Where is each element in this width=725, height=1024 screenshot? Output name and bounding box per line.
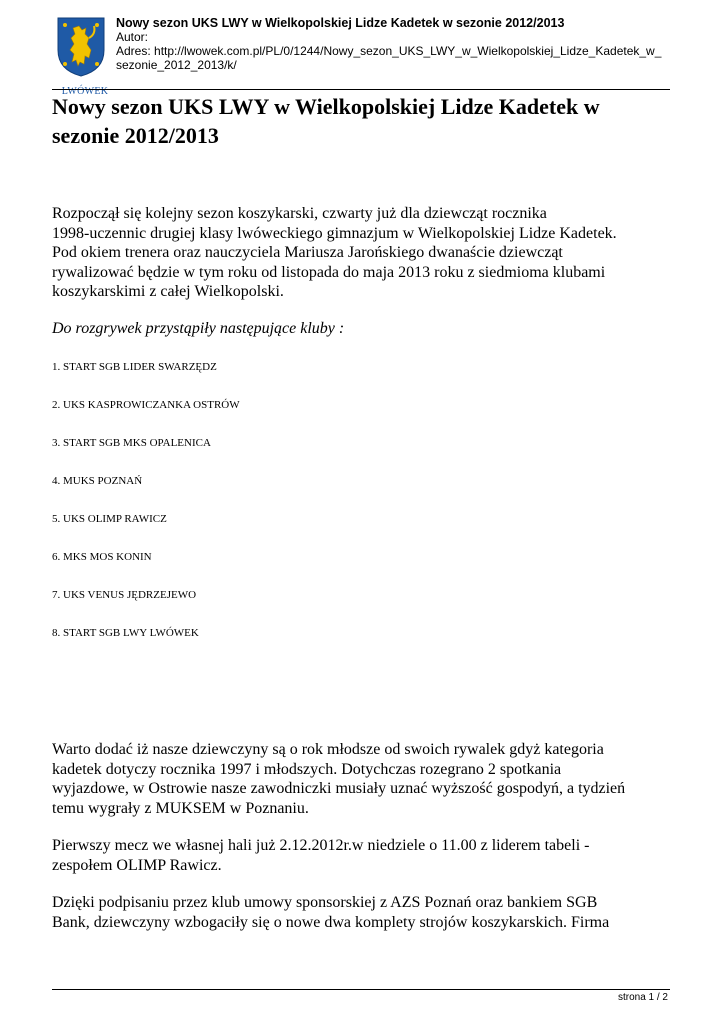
intro-paragraph <box>52 204 670 302</box>
header-info <box>116 16 672 72</box>
text-line: Rozpoczął się kolejny sezon koszykarski, czwarty już dla dziewcząt rocznika <box>52 205 547 222</box>
header-divider <box>52 89 670 90</box>
club-list-item: 1. START SGB LIDER SWARZĘDZ <box>52 361 217 373</box>
clubs-intro: Do rozgrywek przystąpiły następujące kluby : <box>52 320 345 337</box>
lwowek-coat-of-arms-logo <box>56 16 109 97</box>
text-line: 1998-uczennic drugiej klasy lwóweckiego gimnazjum w Wielkopolskiej Lidze Kadetek. <box>52 224 617 242</box>
paragraph-sponsorship <box>52 893 670 932</box>
header-address-line-2: sezonie_2012_2013/k/ <box>116 58 237 72</box>
club-list-item: 2. UKS KASPROWICZANKA OSTRÓW <box>52 399 240 411</box>
text-line: Dzięki podpisaniu przez klub umowy sponsorskiej z AZS Poznań oraz bankiem SGB <box>52 894 598 911</box>
header-author: Autor: <box>116 30 149 44</box>
text-line: koszykarskimi z całej Wielkopolski. <box>52 283 284 300</box>
text-line: Pierwszy mecz we własnej hali już 2.12.2012r.w niedziele o 11.00 z liderem tabeli - <box>52 837 590 854</box>
logo-caption: LWÓWEK <box>61 86 109 97</box>
footer-divider <box>52 989 670 990</box>
article-title-line-1: Nowy sezon UKS LWY w Wielkopolskiej Lidze Kadetek w <box>52 94 600 119</box>
text-line: zespołem OLIMP Rawicz. <box>52 856 222 874</box>
text-line: temu wygrały z MUKSEM w Poznaniu. <box>52 799 309 817</box>
club-list-item: 3. START SGB MKS OPALENICA <box>52 437 211 449</box>
article-title <box>52 92 652 150</box>
paragraph-home-match <box>52 836 670 875</box>
text-line: Pod okiem trenera oraz nauczyciela Mariusza Jarońskiego dwanaście dziewcząt <box>52 244 563 261</box>
article-title-line-2: sezonie 2012/2013 <box>52 123 219 148</box>
club-list-item: 8. START SGB LWY LWÓWEK <box>52 627 199 639</box>
text-line: Warto dodać iż nasze dziewczyny są o rok młodsze od swoich rywalek gdyż kategoria <box>52 741 604 758</box>
club-list-item: 6. MKS MOS KONIN <box>52 551 152 563</box>
club-list-item: 5. UKS OLIMP RAWICZ <box>52 513 167 525</box>
text-line: kadetek dotyczy rocznika 1997 i młodszych. Dotychczas rozegrano 2 spotkania <box>52 760 562 778</box>
club-list-item: 7. UKS VENUS JĘDRZEJEWO <box>52 589 197 601</box>
document-header <box>52 12 670 97</box>
page-number: strona 1 / 2 <box>617 992 668 1003</box>
paragraph-age-category <box>52 740 670 818</box>
text-line: Bank, dziewczyny wzbogaciły się o nowe dwa komplety strojów koszykarskich. Firma <box>52 913 610 931</box>
text-line: wyjazdowe, w Ostrowie nasze zawodniczki musiały uznać wyższość gospodyń, a tydzień <box>52 780 626 797</box>
header-title: Nowy sezon UKS LWY w Wielkopolskiej Lidze Kadetek w sezonie 2012/2013 <box>116 16 565 30</box>
header-address-line-1: Adres: http://lwowek.com.pl/PL/0/1244/Nowy_sezon_UKS_LWY_w_Wielkopolskiej_Lidze_Kadetek_w_ <box>116 44 662 58</box>
club-list-item: 4. MUKS POZNAŃ <box>52 475 143 487</box>
text-line: rywalizować będzie w tym roku od listopada do maja 2013 roku z siedmioma klubami <box>52 263 606 281</box>
